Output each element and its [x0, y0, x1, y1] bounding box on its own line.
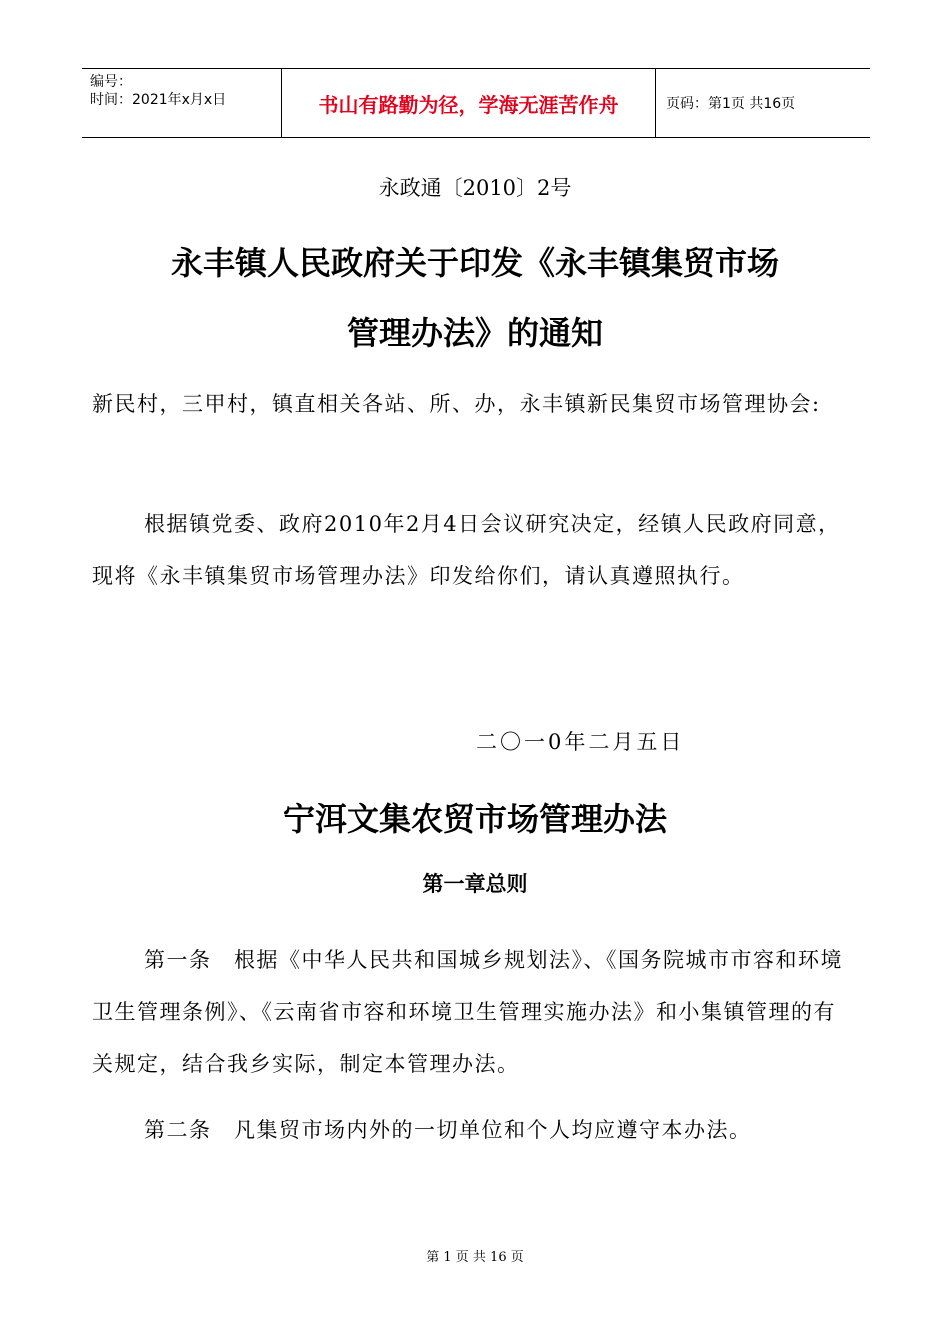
- addressees: 新民村，三甲村，镇直相关各站、所、办，永丰镇新民集贸市场管理协会:: [92, 392, 821, 416]
- time-label: 时间：2021年x月x日: [90, 92, 227, 108]
- notice-title-line-2: 管理办法》的通知: [346, 314, 603, 352]
- document-number: 永政通〔2010〕2号: [378, 176, 572, 200]
- notice-body: 根据镇党委、政府2010年2月4日会议研究决定，经镇人民政府同意，现将《永丰镇集贸市场管理办法》印发给你们，请认真遵照执行。: [92, 512, 841, 588]
- header-page-info: 页码：第1页 共16页: [666, 96, 796, 112]
- header-meta-cell: [82, 69, 282, 137]
- number-label: 编号：: [90, 74, 132, 90]
- header-motto: 书山有路勤为径，学海无涯苦作舟: [282, 69, 656, 137]
- chapter-title: 第一章总则: [422, 872, 528, 896]
- document-header: [82, 68, 870, 138]
- page-footer: 第 1 页 共 16 页: [426, 1250, 524, 1265]
- article-2: 第二条 凡集贸市场内外的一切单位和个人均应遵守本办法。: [144, 1118, 752, 1142]
- issue-date: 二〇一0年二月五日: [476, 730, 685, 754]
- article-1: 第一条 根据《中华人民共和国城乡规划法》、《国务院城市市容和环境卫生管理条例》、《云南省市容和环境卫生管理实施办法》和小集镇管理的有关规定，结合我乡实际，制定本管理办法。: [92, 948, 843, 1076]
- rules-title: 宁洱文集农贸市场管理办法: [282, 800, 667, 838]
- notice-title-line-1: 永丰镇人民政府关于印发《永丰镇集贸市场: [170, 244, 779, 282]
